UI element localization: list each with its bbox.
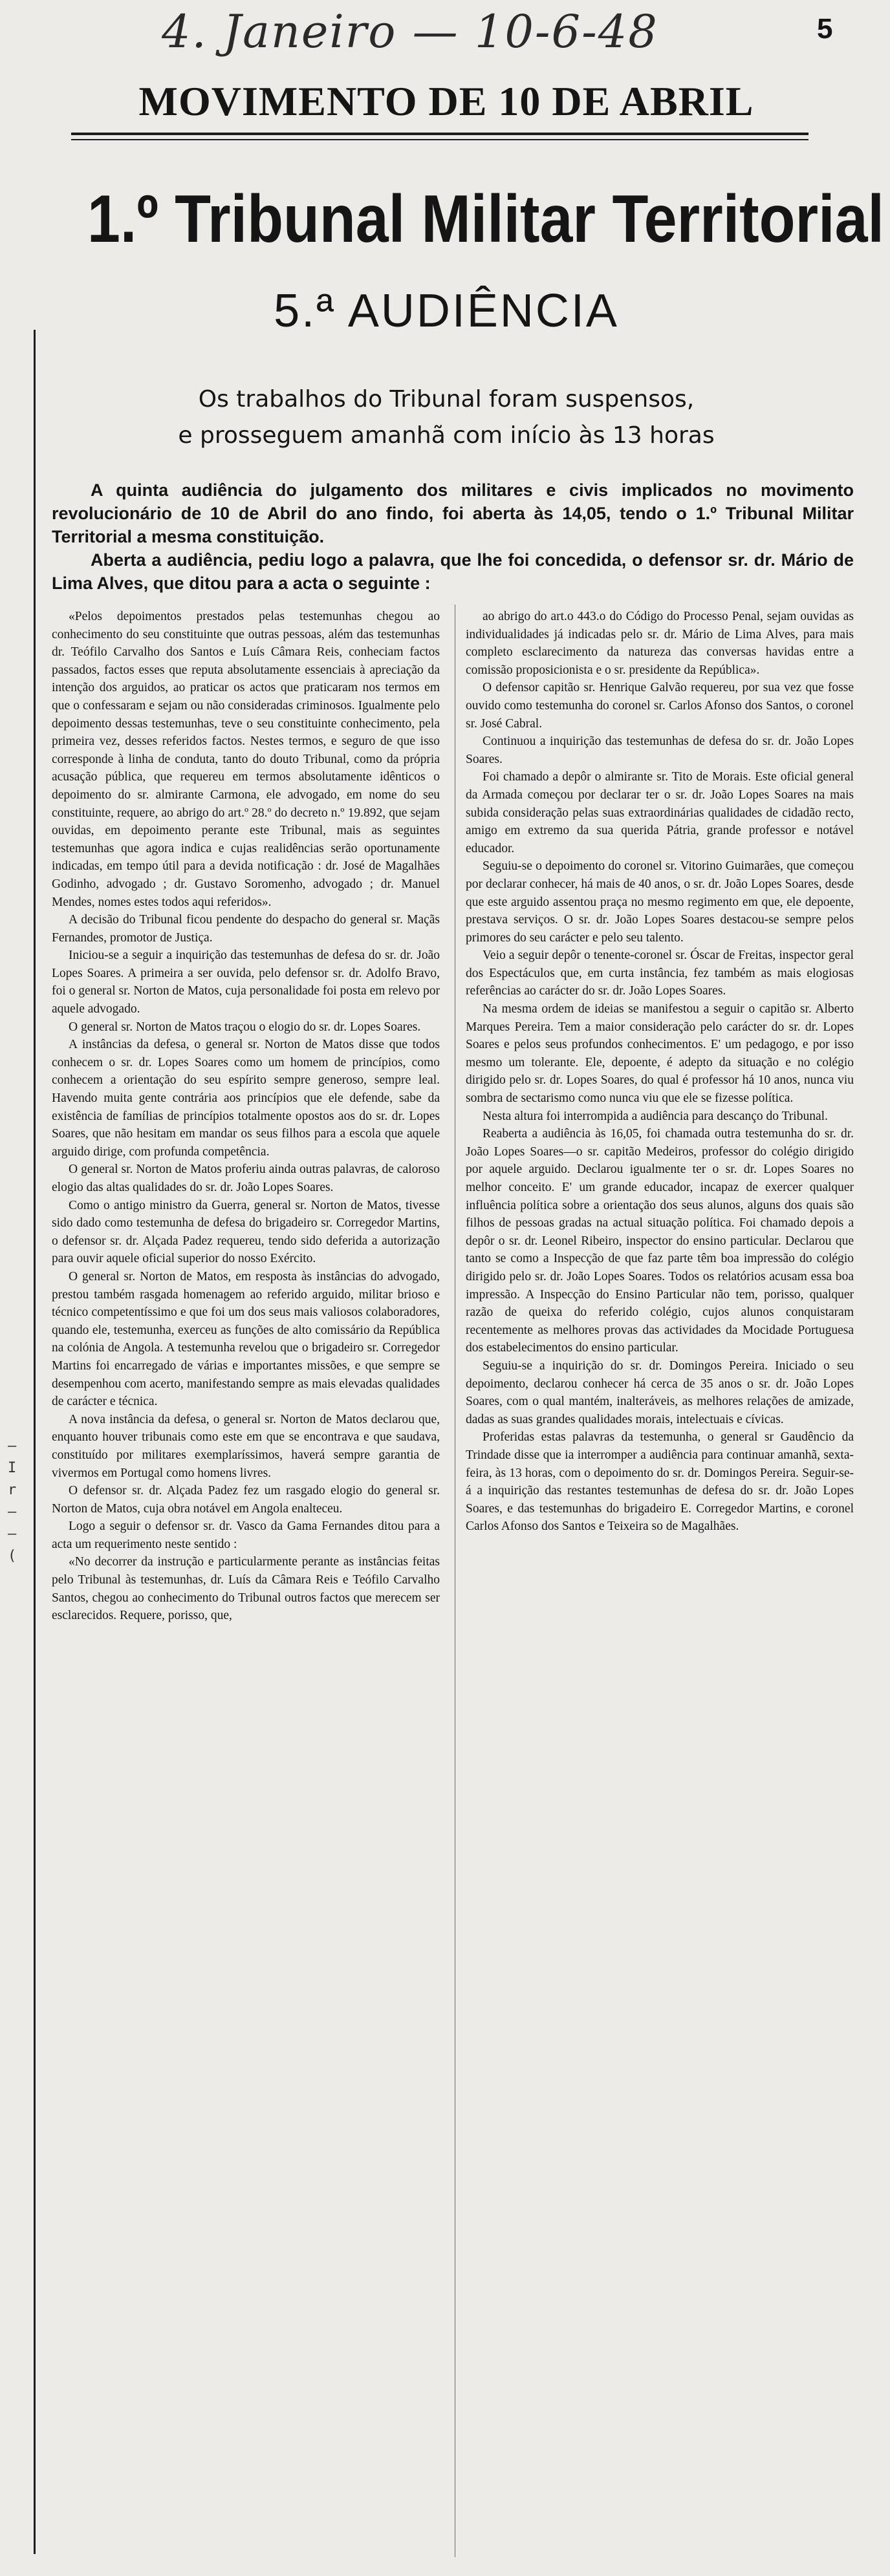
right-paragraph: Reaberta a audiência às 16,05, foi chamada outra testemunha do sr. dr. João Lopes Soares—o sr. capitão Medeiros, professor do colégio dirigido por aquele arguido. Declarou igualmente ter o sr. dr. Lopes Soares no melhor conceito. E' um grande educador, incapaz de exercer qualquer influência política sobre a orientação dos seus alunos, alguns dos quais são filhos de pessoas gradas na actual situação política. Foi chamado depois a depôr o sr. dr. Leonel Ribeiro, inspector do ensino particular. Declarou que tanto se como a Inspecção de que faz parte têm boa impressão do colégio dirigido pelo sr. dr. João Lopes Soares. Todos os relatórios acusam essa boa impressão. A Inspecção do Ensino Particular não tem, porisso, qualquer razão de queixa do referido colégio, cujos alunos conquistaram recentemente as melhores provas das actividades da Mocidade Portuguesa dos estabelecimentos do ensino particular. <box>466 1127 854 1355</box>
article-title: 1.º Tribunal Militar Territorial <box>87 182 884 257</box>
intro-paragraph-2: Aberta a audiência, pediu logo a palavra, que lhe foi concedida, o defensor sr. dr. Mário de Lima Alves, que ditou para a acta o seguinte : <box>52 550 854 593</box>
left-paragraph: O general sr. Norton de Matos proferiu ainda outras palavras, de caloroso elogio das altas qualidades do sr. dr. João Lopes Soares. <box>52 1163 440 1194</box>
right-paragraph: O defensor capitão sr. Henrique Galvão requereu, por sua vez que fosse ouvido como testemunha do coronel sr. Carlos Afonso dos Santos, o coronel sr. José Cabral. <box>466 681 854 731</box>
left-paragraph: A nova instância da defesa, o general sr. Norton de Matos declarou que, enquanto houver tribunais como este em que se encontrava e que saudava, constituído por militares exemplaríssimos, haverá sempre garantia de vivermos em Portugal como homens livres. <box>52 1412 440 1480</box>
right-paragraph: Na mesma ordem de ideias se manifestou a seguir o capitão sr. Alberto Marques Pereira. Tem a maior consideração pelo carácter do sr. dr. Lopes Soares e pelos seus profundos conhecimentos. E' um pedagogo, e por isso mesmo um tolerante. Ele, depoente, é adepto da situação e no colégio dirigido pelo sr. dr. Lopes Soares, do qual é professor há 10 anos, nunca viu sombra de sectarismo como nunca viu que ele se fizesse política. <box>466 1002 854 1106</box>
right-paragraph: Seguiu-se a inquirição do sr. dr. Domingos Pereira. Iniciado o seu depoimento, declarou conhecer há cerca de 35 anos o sr. dr. João Lopes Soares, com o qual mantém, inalteráveis, as melhores relações de amizade, dadas as suas grandes qualidades morais, intelectuais e cívicas. <box>466 1358 854 1426</box>
left-paragraph: Iniciou-se a seguir a inquirição das testemunhas de defesa do sr. dr. João Lopes Soares. A primeira a ser ouvida, pelo defensor sr. dr. Adolfo Bravo, foi o general sr. Norton de Matos, cuja personalidade foi posta em relevo por aquele advogado. <box>52 949 440 1016</box>
lede <box>129 381 763 454</box>
left-paragraph: «No decorrer da instrução e particularmente perante as instâncias feitas pelo Tribunal às testemunhas, dr. Luís da Câmara Reis e Teófilo Carvalho Santos, chegou ao conhecimento do Tribunal outros factos que merecem ser esclarecidos. Requere, porisso, que, <box>52 1555 440 1623</box>
right-text-column <box>466 608 854 2560</box>
left-paragraph: O general sr. Norton de Matos traçou o elogio do sr. dr. Lopes Soares. <box>69 1020 421 1034</box>
intro-paragraphs <box>52 478 854 595</box>
right-paragraph: Continuou a inquirição das testemunhas de defesa do sr. dr. João Lopes Soares. <box>466 735 854 766</box>
left-paragraph: «Pelos depoimentos prestados pelas testemunhas chegou ao conhecimento do seu constituinte que outras pessoas, além das testemunhas dr. Teófilo Carvalho dos Santos e Luís Câmara Reis, conheciam factos passados, factos esses que reputa absolutamente essenciais à apreciação da intenção dos arguidos, ao praticar os actos que praticaram nos termos em que o confessaram e sejam ou não consideradas criminosos. Igualmente pelo depoimento dessas testemunhas, teve o seu constituinte conhecimento, pela primeira vez, desses referidos factos. Nestes termos, e seguro de que isso corresponde à linha de conduta, tanto do douto Tribunal, como da própria acusação pública, que requereu em termos absolutamente idênticos o depoimento do sr. almirante Carmona, ele advogado, em nome do seu constituinte, requere, ao abrigo do art.º 28.º do decreto n.º 19.892, que sejam ouvidas, em depoimento perante este Tribunal, mais as seguintes testemunhas que agora indica e cujas realidências serão oportunamente indicadas, em tempo útil para a devida notificação : dr. José de Magalhães Godinho, advogado ; dr. Gustavo Soromenho, advogado ; dr. Manuel Mendes, nomes estes todos aqui referidos». <box>52 610 440 909</box>
left-paragraph: Logo a seguir o defensor sr. dr. Vasco da Gama Fernandes ditou para a acta um requerimento neste sentido : <box>52 1519 440 1551</box>
left-text-column <box>52 608 440 2560</box>
column-edge-line <box>34 330 36 2554</box>
left-paragraph: A instâncias da defesa, o general sr. Norton de Matos disse que todos conhecem o sr. dr. Lopes Soares como um homem de princípios, como conhecem a orientação do seu espírito sempre generoso, sempre leal. Havendo muita gente contrária aos princípios que ele defende, sabe da existência de famílias de princípios totalmente opostos aos do sr. dr. Lopes Soares, que não hesitam em mandar os seus filhos para a escola que aquele arguido dirige, com profunda competência. <box>52 1038 440 1159</box>
right-paragraph: Veio a seguir depôr o tenente-coronel sr. Óscar de Freitas, inspector geral dos Espectáculos que, em curta instância, fez também as mais elogiosas referências ao carácter do sr. dr. João Lopes Soares. <box>466 949 854 998</box>
page-number: 5 <box>817 13 833 45</box>
lede-line-2: e prosseguem amanhã com início às 13 horas <box>178 422 715 449</box>
left-paragraph: O general sr. Norton de Matos, em resposta às instâncias do advogado, prestou também rasgada homenagem ao referido arguido, militar brioso e técnico competentíssimo e que foi um dos seus mais valiosos colaboradores, quando ele, testemunha, exerceu as funções de alto comissário da República na colónia de Angola. A testemunha revelou que o brigadeiro sr. Corregedor Martins foi encarregado de várias e importantes missões, e que sempre se desempenhou com acerto, manifestando sempre as mais elevadas qualidades de carácter e técnica. <box>52 1269 440 1409</box>
margin-marks: — I r — — ( <box>8 1438 17 1564</box>
handwritten-date-note: 4. Janeiro — 10-6-48 <box>162 5 658 58</box>
right-paragraph: Proferidas estas palavras da testemunha, o general sr Gaudêncio da Trindade disse que ia interromper a audiência para continuar amanhã, sexta-feira, às 13 horas, com o depoimento do sr. dr. Domingos Pereira. Seguir-se-á a inquirição das restantes testemunhas de defesa do sr. dr. João Lopes Soares, e das testemunhas do brigadeiro E. Corregedor Martins, e coronel Carlos Afonso dos Santos e Teixeira so de Magalhães. <box>466 1430 854 1534</box>
intro-paragraph-1: A quinta audiência do julgamento dos militares e civis implicados no movimento revolucionário de 10 de Abril do ano findo, foi aberta às 14,05, tendo o 1.º Tribunal Militar Territorial a mesma constituição. <box>52 480 854 546</box>
right-paragraph: Foi chamado a depôr o almirante sr. Tito de Morais. Este oficial general da Armada começou por declarar ter o sr. dr. João Lopes Soares na mais subida consideração pelas suas extraordinárias qualidades de cidadão recto, amigo em extremo da sua querida Pátria, grande professor e notável educador. <box>466 770 854 855</box>
right-paragraph: Nesta altura foi interrompida a audiência para descanço do Tribunal. <box>483 1109 828 1123</box>
right-paragraph: Seguiu-se o depoimento do coronel sr. Vitorino Guimarães, que começou por declarar conhecer, há mais de 40 anos, o sr. dr. João Lopes Soares, desde que este arguido assentou praça no mesmo regimento em que, ele depoente, prestava serviços. O sr. dr. João Lopes Soares destacou-se sempre pelos primores do seu carácter e pelo seu talento. <box>466 859 854 945</box>
left-paragraph: A decisão do Tribunal ficou pendente do despacho do general sr. Maçãs Fernandes, promotor de Justiça. <box>52 913 440 945</box>
lede-line-1: Os trabalhos do Tribunal foram suspensos, <box>198 386 695 413</box>
left-paragraph: Como o antigo ministro da Guerra, general sr. Norton de Matos, tivesse sido dado como testemunha de defesa do brigadeiro sr. Corregedor Martins, o defensor sr. dr. Alçada Padez requereu, tendo sido deferida a autorização para ouvir aquele oficial superior do nosso Exército. <box>52 1198 440 1266</box>
heading-rule-top <box>71 133 809 135</box>
article-subtitle: 5.ª AUDIÊNCIA <box>274 285 619 337</box>
heading-rule-bottom <box>71 139 809 140</box>
right-paragraph: ao abrigo do art.o 443.o do Código do Processo Penal, sejam ouvidas as individualidades já indicadas pelo sr. dr. Mário de Lima Alves, para mais completo esclarecimento da natureza das conversas havidas entre a comissão proposicionista e o sr. presidente da República». <box>466 610 854 677</box>
left-paragraph: O defensor sr. dr. Alçada Padez fez um rasgado elogio do general sr. Norton de Matos, cuja obra notável em Angola enalteceu. <box>52 1484 440 1516</box>
section-heading: MOVIMENTO DE 10 DE ABRIL <box>138 78 754 124</box>
